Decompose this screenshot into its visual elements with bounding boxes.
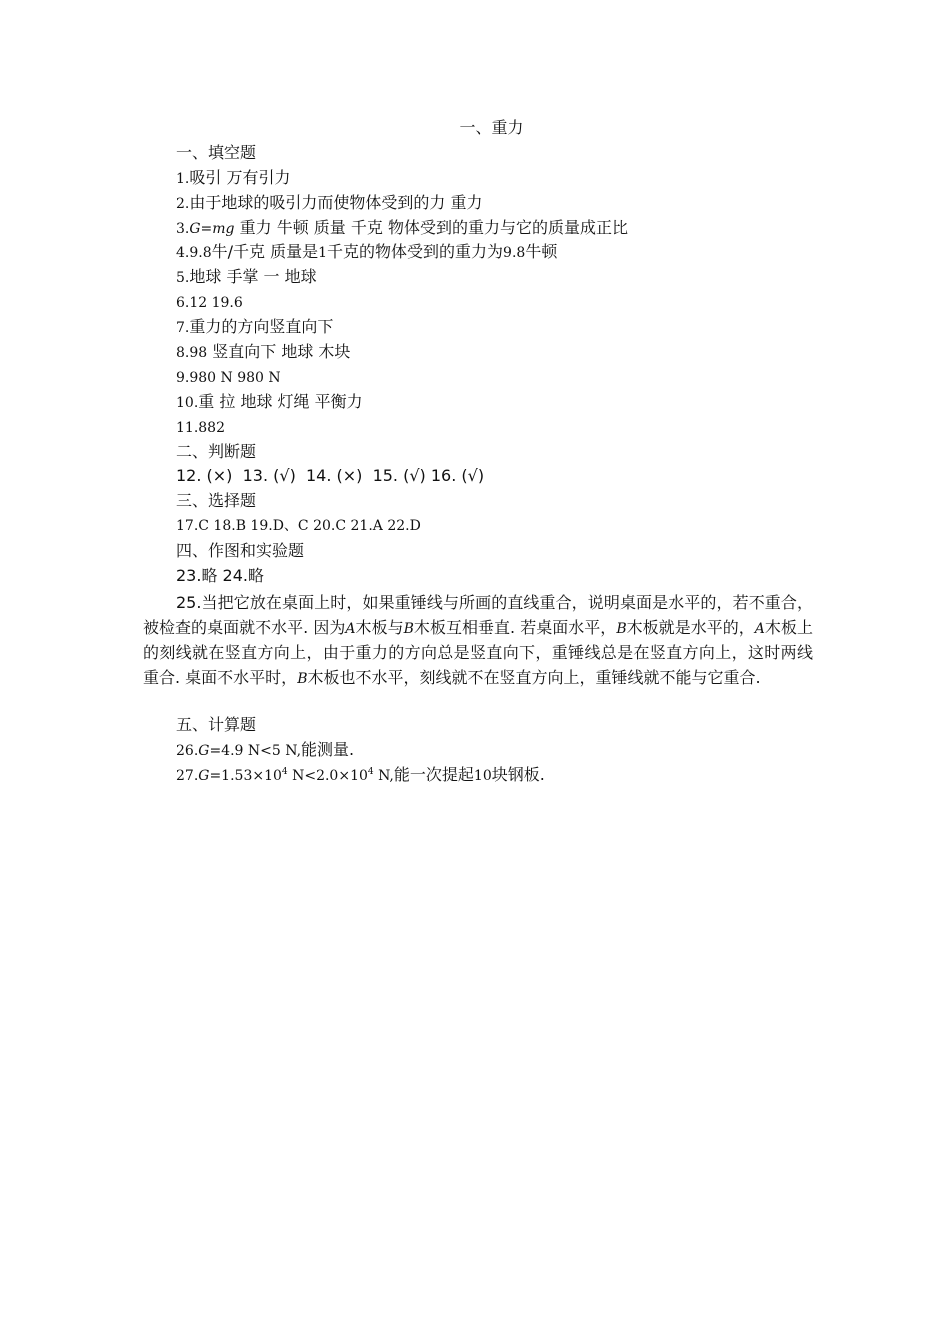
answer-9: 9.980 N 980 N (176, 370, 281, 386)
answer-27: $27.G=1.53\times 10^4$ $N<2.0\times 10^4$ N,能一次提起10块钢板. (176, 765, 545, 784)
answer-3: 3.G=mg 重力 牛顿 质量 千克 物体受到的重力与它的质量成正比 (176, 218, 628, 237)
answer-choice: 17.C 18.B 19.D、C 20.C 21.A 22.D (176, 518, 421, 534)
answer-5: 5.地球 手掌 一 地球 (176, 267, 317, 286)
answer-23-24: 23.略 24.略 (176, 566, 264, 585)
answer-7: 7.重力的方向竖直向下 (176, 317, 334, 336)
answer-26: 26.G=4.9 N<5 N,能测量. (176, 740, 355, 759)
answer-4: 4.9.8牛/千克 质量是1千克的物体受到的重力为9.8牛顿 (176, 242, 558, 261)
answer-8: 8.98 竖直向下 地球 木块 (176, 342, 351, 361)
answer-1: 1.吸引 万有引力 (176, 168, 291, 187)
answer-judge: 12. (×) 13. (√) 14. (×) 15. (√) 16. (√) (176, 466, 485, 485)
section-fill-in: 一、填空题 (176, 143, 257, 162)
answer-6: 6.12 19.6 (176, 295, 243, 311)
section-drawing: 四、作图和实验题 (176, 541, 305, 560)
section-calculation: 五、计算题 (176, 715, 257, 734)
answer-2: 2.由于地球的吸引力而使物体受到的力 重力 (176, 193, 483, 212)
answer-10: 10.重 拉 地球 灯绳 平衡力 (176, 392, 363, 411)
answer-11: 11.882 (176, 420, 225, 436)
section-judge: 二、判断题 (176, 442, 257, 461)
answer-25-paragraph: 25.当把它放在桌面上时，如果重锤线与所画的直线重合，说明桌面是水平的，若不重合，被检查的桌面就不水平. 因为A木板与B木板互相垂直. 若桌面水平，B木板就是水平的，A木板上的刻线就在竖直方向上，由于重力的方向总是竖直向下，重锤线总是在竖直方向上，这时两线重合. 桌面不水平时，B木板也不水平，刻线就不在竖直方向上，重锤线就不能与它重合. (143, 593, 813, 687)
page-title: 一、重力 (459, 118, 524, 137)
section-choice: 三、选择题 (176, 491, 257, 510)
